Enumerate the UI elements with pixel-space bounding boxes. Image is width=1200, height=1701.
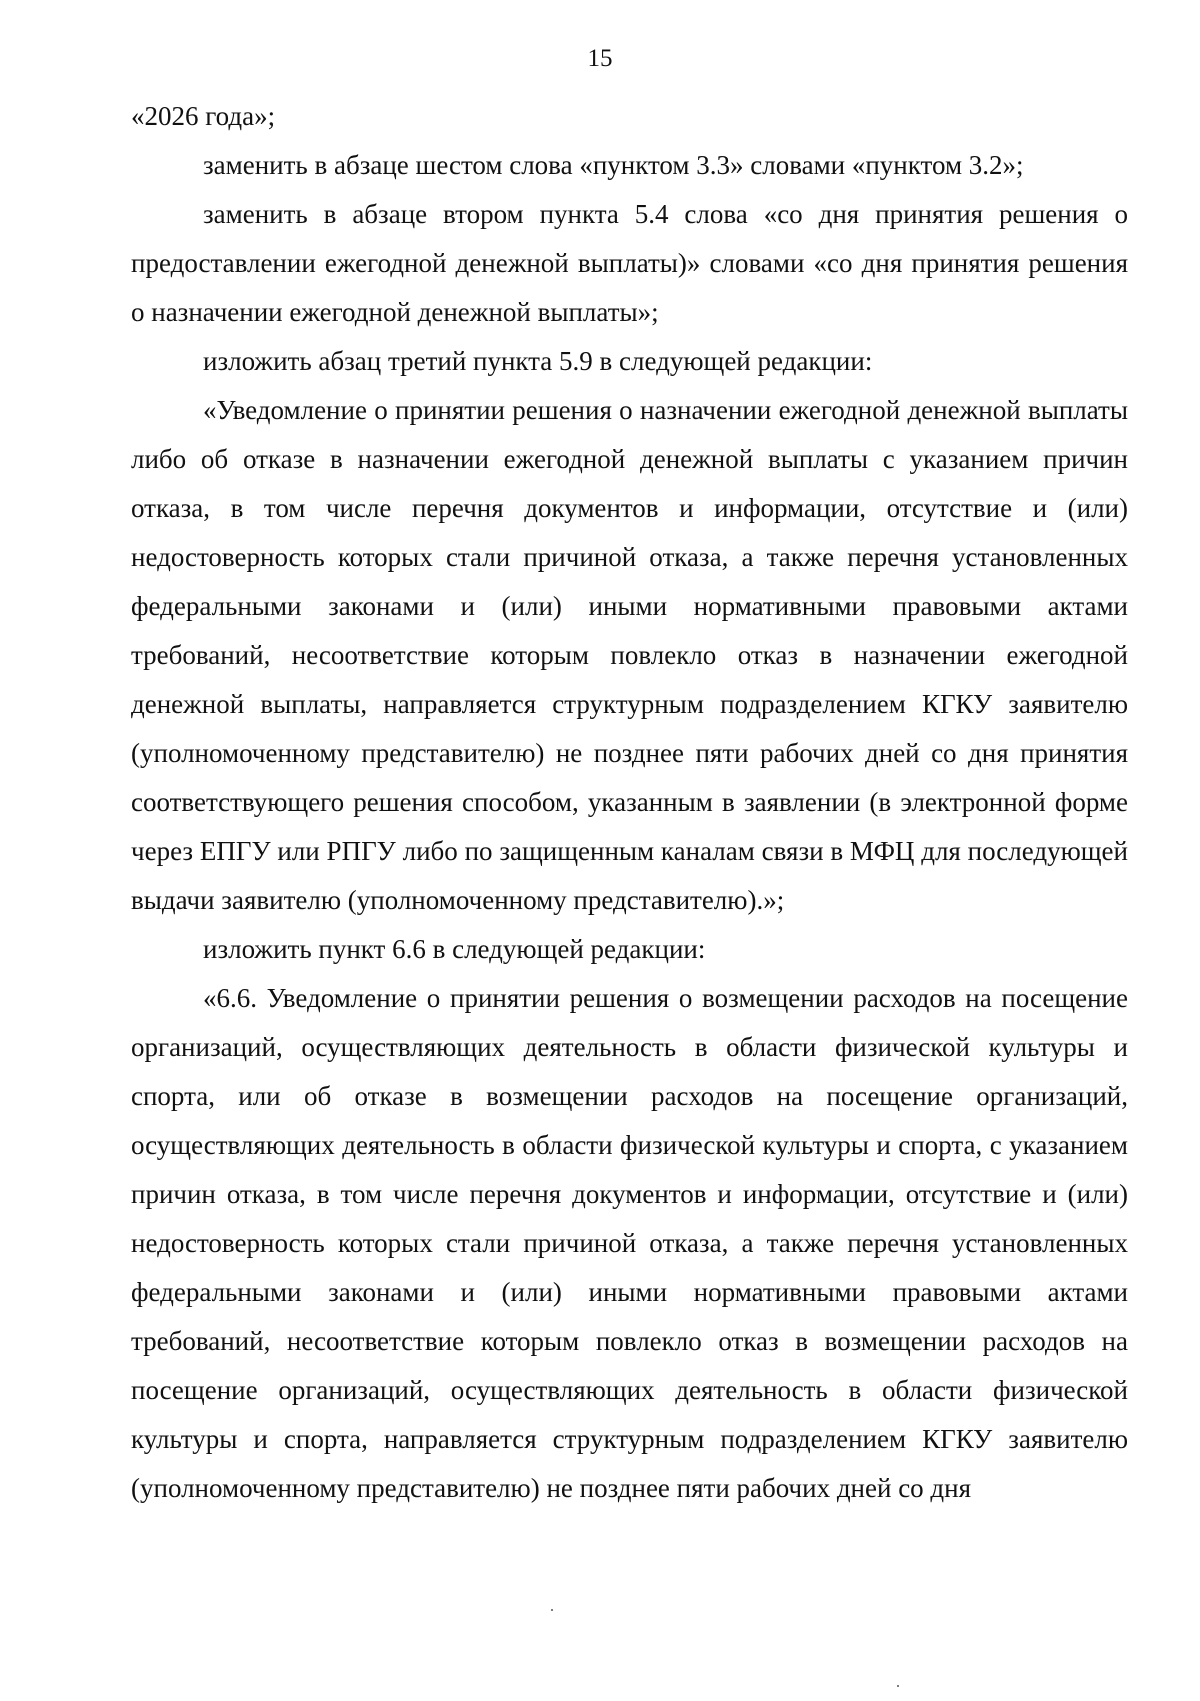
paragraph-replace-point-5-4: заменить в абзаце втором пункта 5.4 слова «со дня принятия решения о предоставлении ежегодной денежной выплаты)» словами «со дня принятия решения о назначении ежегодной денежной выплаты»; xyxy=(131,199,1128,327)
scan-speck xyxy=(897,1685,899,1687)
paragraph-replace-abzac-6: заменить в абзаце шестом слова «пунктом 3.3» словами «пунктом 3.2»; xyxy=(203,150,1024,180)
paragraph-point-6-6-text: «6.6. Уведомление о принятии решения о возмещении расходов на посещение организаций, осуществляющих деятельность в области физической культуры и спорта, или об отказе в возмещении расходов на посещение организаций, осуществляющих деятельность в области физической культуры и спорта, с указанием причин отказа, в том числе перечня документов и информации, отсутствие и (или) недостоверность которых стали причиной отказа, а также перечня установленных федеральными законами и (или) иными нормативными правовыми актами требований, несоответствие которым повлекло отказ в возмещении расходов на посещение организаций, осуществляющих деятельность в области физической культуры и спорта, направляется структурным подразделением КГКУ заявителю (уполномоченному представителю) не позднее пяти рабочих дней со дня xyxy=(131,983,1128,1503)
paragraph-restate-point-5-9: изложить абзац третий пункта 5.9 в следующей редакции: xyxy=(203,346,873,376)
paragraph-restate-point-6-6: изложить пункт 6.6 в следующей редакции: xyxy=(203,934,706,964)
document-body xyxy=(131,92,1128,1513)
paragraph-quote-year: «2026 года»; xyxy=(131,101,276,131)
scan-speck xyxy=(551,1609,553,1611)
page-number: 15 xyxy=(587,45,613,72)
paragraph-notification-annual-payment: «Уведомление о принятии решения о назначении ежегодной денежной выплаты либо об отказе в назначении ежегодной денежной выплаты с указанием причин отказа, в том числе перечня документов и информации, отсутствие и (или) недостоверность которых стали причиной отказа, а также перечня установленных федеральными законами и (или) иными нормативными правовыми актами требований, несоответствие которым повлекло отказ в назначении ежегодной денежной выплаты, направляется структурным подразделением КГКУ заявителю (уполномоченному представителю) не позднее пяти рабочих дней со дня принятия соответствующего решения способом, указанным в заявлении (в электронной форме через ЕПГУ или РПГУ либо по защищенным каналам связи в МФЦ для последующей выдачи заявителю (уполномоченному представителю).»; xyxy=(131,395,1128,915)
